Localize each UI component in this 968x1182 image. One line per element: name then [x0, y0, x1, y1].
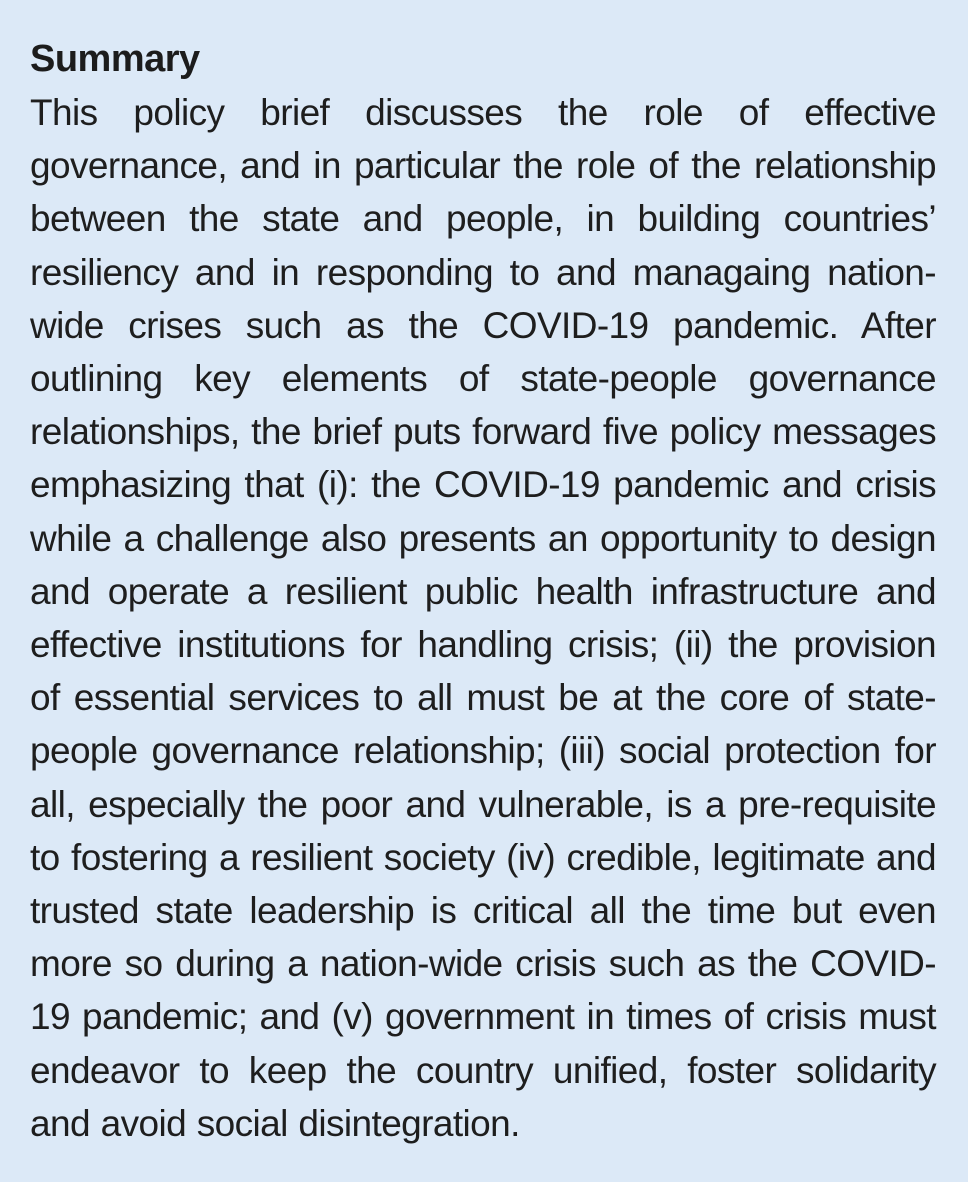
summary-heading: Summary — [30, 38, 200, 80]
summary-paragraph: This policy brief discusses the role of effective governance, and in particular the role of the relationship between the state and people, in building countries’ resiliency and in responding to and managaing nation-wide crises such as the COVID-19 pandemic. After outlining key elements of state-people governance relationships, the brief puts forward five policy messages emphasizing that (i): the COVID-19 pandemic and crisis while a challenge also presents an opportunity to design and operate a resilient public health infrastructure and effective institutions for handling crisis; (ii) the provision of essential services to all must be at the core of state-people governance relationship; (iii) social protection for all, especially the poor and vulnerable, is a pre-requisite to fostering a resilient society (iv) credible, legitimate and trusted state leadership is critical all the time but even more so during a nation-wide crisis such as the COVID-19 pandemic; and (v) government in times of crisis must endeavor to keep the country unified, foster solidarity and avoid social disintegration. — [30, 92, 936, 1144]
